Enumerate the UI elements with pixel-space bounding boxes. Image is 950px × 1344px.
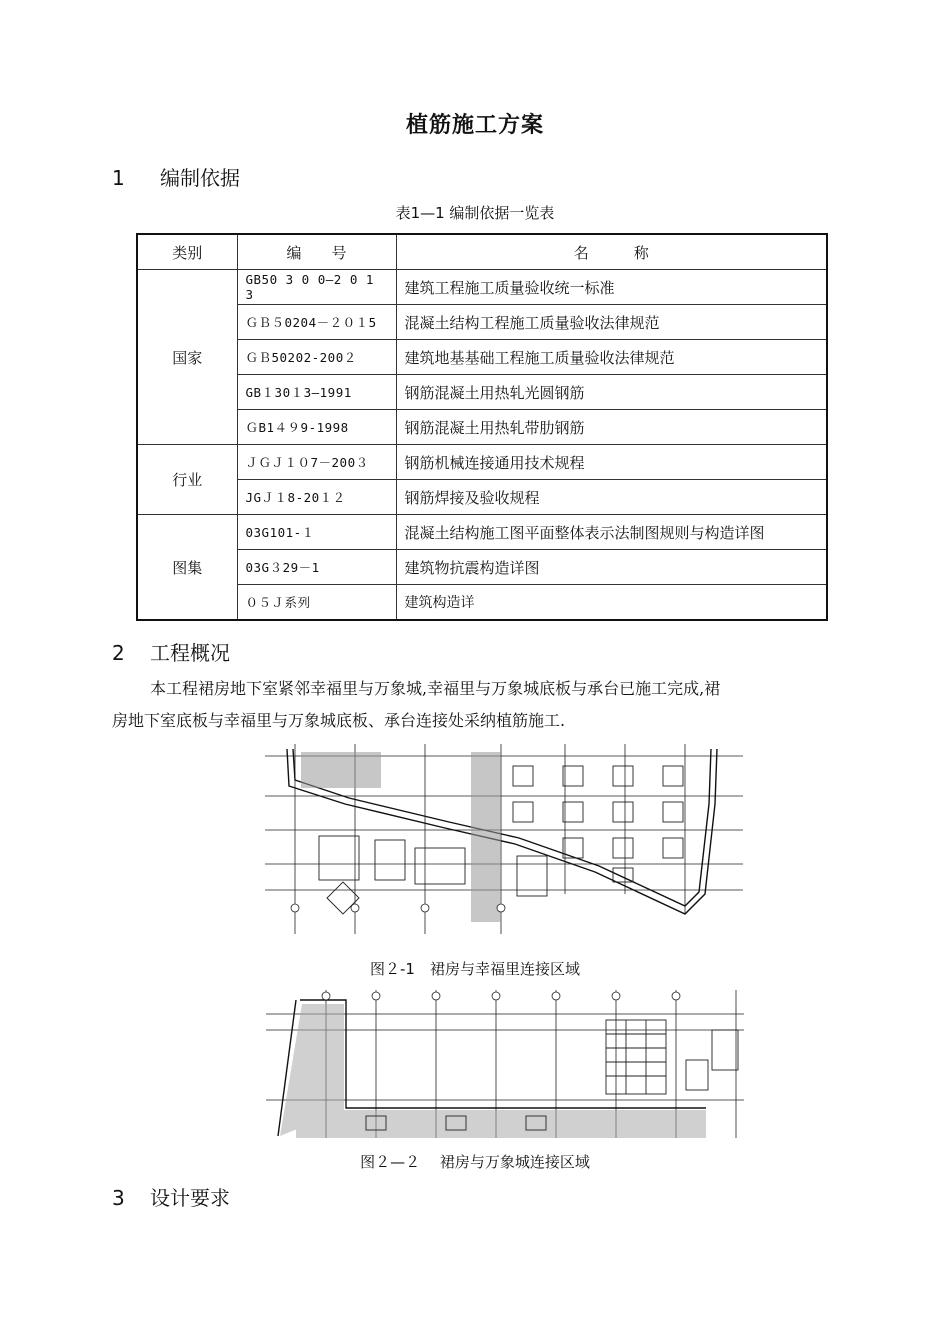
table-row — [137, 410, 827, 445]
table-row — [137, 480, 827, 515]
basis-table — [136, 233, 828, 621]
document-title: 植筋施工方案 — [405, 113, 544, 138]
name-cell: 钢筋混凝土用热轧带肋钢筋 — [396, 410, 827, 445]
code-cell: ０５Ｊ系列 — [237, 585, 396, 621]
section-1-heading — [112, 162, 240, 191]
table-row — [137, 515, 827, 550]
connection-plan-drawing-1 — [265, 744, 743, 934]
code-cell: ＪＧＪ１０7－200３ — [237, 445, 396, 480]
category-cell: 图集 — [137, 515, 237, 621]
name-cell: 建筑地基基础工程施工质量验收法律规范 — [396, 340, 827, 375]
name-cell: 建筑构造详 — [396, 585, 827, 621]
name-cell: 建筑物抗震构造详图 — [396, 550, 827, 585]
overview-line-2: 房地下室底板与幸福里与万象城底板、承台连接处采纳植筋施工. — [112, 711, 566, 730]
table-row — [137, 445, 827, 480]
code-cell: ＧB1４９9-1998 — [237, 410, 396, 445]
section-2-heading — [112, 637, 230, 666]
code-cell: GB１30１3—1991 — [237, 375, 396, 410]
name-cell: 混凝土结构施工图平面整体表示法制图规则与构造详图 — [396, 515, 827, 550]
header-code: 编 号 — [237, 234, 396, 270]
name-cell: 钢筋机械连接通用技术规程 — [396, 445, 827, 480]
figure-2-caption: 图２—２ 裙房与万象城连接区域 — [360, 1153, 590, 1171]
section-1-number: 1 — [112, 166, 125, 190]
category-cell: 行业 — [137, 445, 237, 515]
connection-plan-drawing-2 — [266, 990, 744, 1138]
code-cell: 03G101-１ — [237, 515, 396, 550]
figure-1-caption: 图２-1 裙房与幸福里连接区域 — [370, 960, 580, 978]
section-2-number: 2 — [112, 641, 125, 665]
header-name: 名 称 — [396, 234, 827, 270]
table-row — [137, 270, 827, 305]
header-category: 类别 — [137, 234, 237, 270]
code-cell: ＧＢ50202-200２ — [237, 340, 396, 375]
section-3-heading — [112, 1182, 230, 1211]
table-row — [137, 305, 827, 340]
code-cell: ＧＢ５0204－２０１5 — [237, 305, 396, 340]
category-cell: 国家 — [137, 270, 237, 445]
table-row — [137, 340, 827, 375]
name-cell: 建筑工程施工质量验收统一标准 — [396, 270, 827, 305]
section-3-title: 设计要求 — [150, 1186, 230, 1210]
table-row — [137, 375, 827, 410]
table-header-row — [137, 234, 827, 270]
code-cell: JGＪ１8-20１２ — [237, 480, 396, 515]
section-1-title: 编制依据 — [160, 166, 240, 190]
name-cell: 钢筋混凝土用热轧光圆钢筋 — [396, 375, 827, 410]
name-cell: 钢筋焊接及验收规程 — [396, 480, 827, 515]
code-cell: 03G３29－1 — [237, 550, 396, 585]
code-cell: GB50 3 0 0—2 0 1 3 — [237, 270, 396, 305]
table-row — [137, 585, 827, 621]
name-cell: 混凝土结构工程施工质量验收法律规范 — [396, 305, 827, 340]
section-3-number: 3 — [112, 1186, 125, 1210]
section-2-title: 工程概况 — [150, 641, 230, 665]
table-caption: 表1—1 编制依据一览表 — [395, 204, 555, 222]
overview-line-1: 本工程裙房地下室紧邻幸福里与万象城,幸福里与万象城底板与承台已施工完成,裙 — [150, 679, 721, 698]
table-row — [137, 550, 827, 585]
